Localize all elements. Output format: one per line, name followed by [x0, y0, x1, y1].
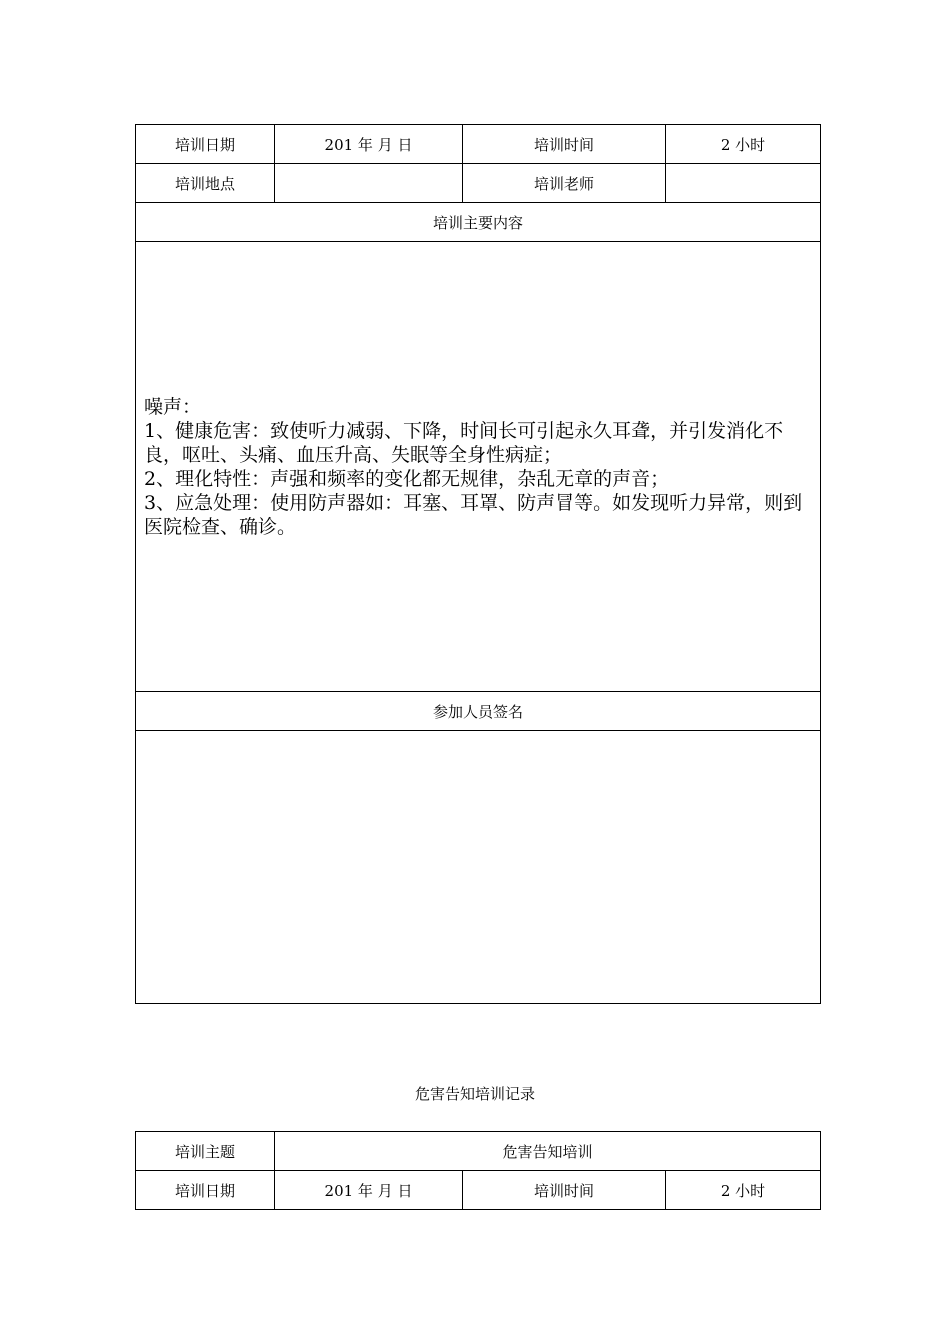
training-record-table-2 [135, 1131, 821, 1210]
teacher-value [666, 164, 821, 203]
time-label: 培训时间 [463, 125, 666, 164]
content-header-row [136, 203, 821, 242]
date-value: 201 年 月 日 [275, 125, 463, 164]
content-cell [136, 242, 821, 692]
date-time-row [136, 125, 821, 164]
place-value [275, 164, 463, 203]
content-line-health-hazard: 1、健康危害：致使听力减弱、下降，时间长可引起永久耳聋，并引发消化不良，呕吐、头痛、血压升高、失眠等全身性病症； [144, 419, 784, 466]
topic-label: 培训主题 [136, 1132, 275, 1171]
time-label-2: 培训时间 [463, 1171, 666, 1210]
content-row [136, 242, 821, 692]
place-teacher-row [136, 164, 821, 203]
teacher-label: 培训老师 [463, 164, 666, 203]
date-time-row-2 [136, 1171, 821, 1210]
date-value-2: 201 年 月 日 [275, 1171, 463, 1210]
document-title: 危害告知培训记录 [414, 1085, 535, 1103]
place-label: 培训地点 [136, 164, 275, 203]
time-value: 2 小时 [666, 125, 821, 164]
sign-header: 参加人员签名 [136, 692, 821, 731]
content-line-title: 噪声： [144, 395, 202, 418]
sign-row [136, 731, 821, 1004]
topic-row [136, 1132, 821, 1171]
sign-header-row [136, 692, 821, 731]
content-header: 培训主要内容 [136, 203, 821, 242]
content-line-emergency: 3、应急处理：使用防声器如：耳塞、耳罩、防声冒等。如发现听力异常，则到医院检查、确诊。 [144, 491, 803, 538]
topic-value: 危害告知培训 [275, 1132, 821, 1171]
content-line-properties: 2、理化特性：声强和频率的变化都无规律，杂乱无章的声音； [144, 467, 670, 490]
content-text [144, 395, 812, 539]
date-label: 培训日期 [136, 125, 275, 164]
sign-area [136, 731, 821, 1004]
training-record-table [135, 124, 821, 1004]
time-value-2: 2 小时 [666, 1171, 821, 1210]
date-label-2: 培训日期 [136, 1171, 275, 1210]
